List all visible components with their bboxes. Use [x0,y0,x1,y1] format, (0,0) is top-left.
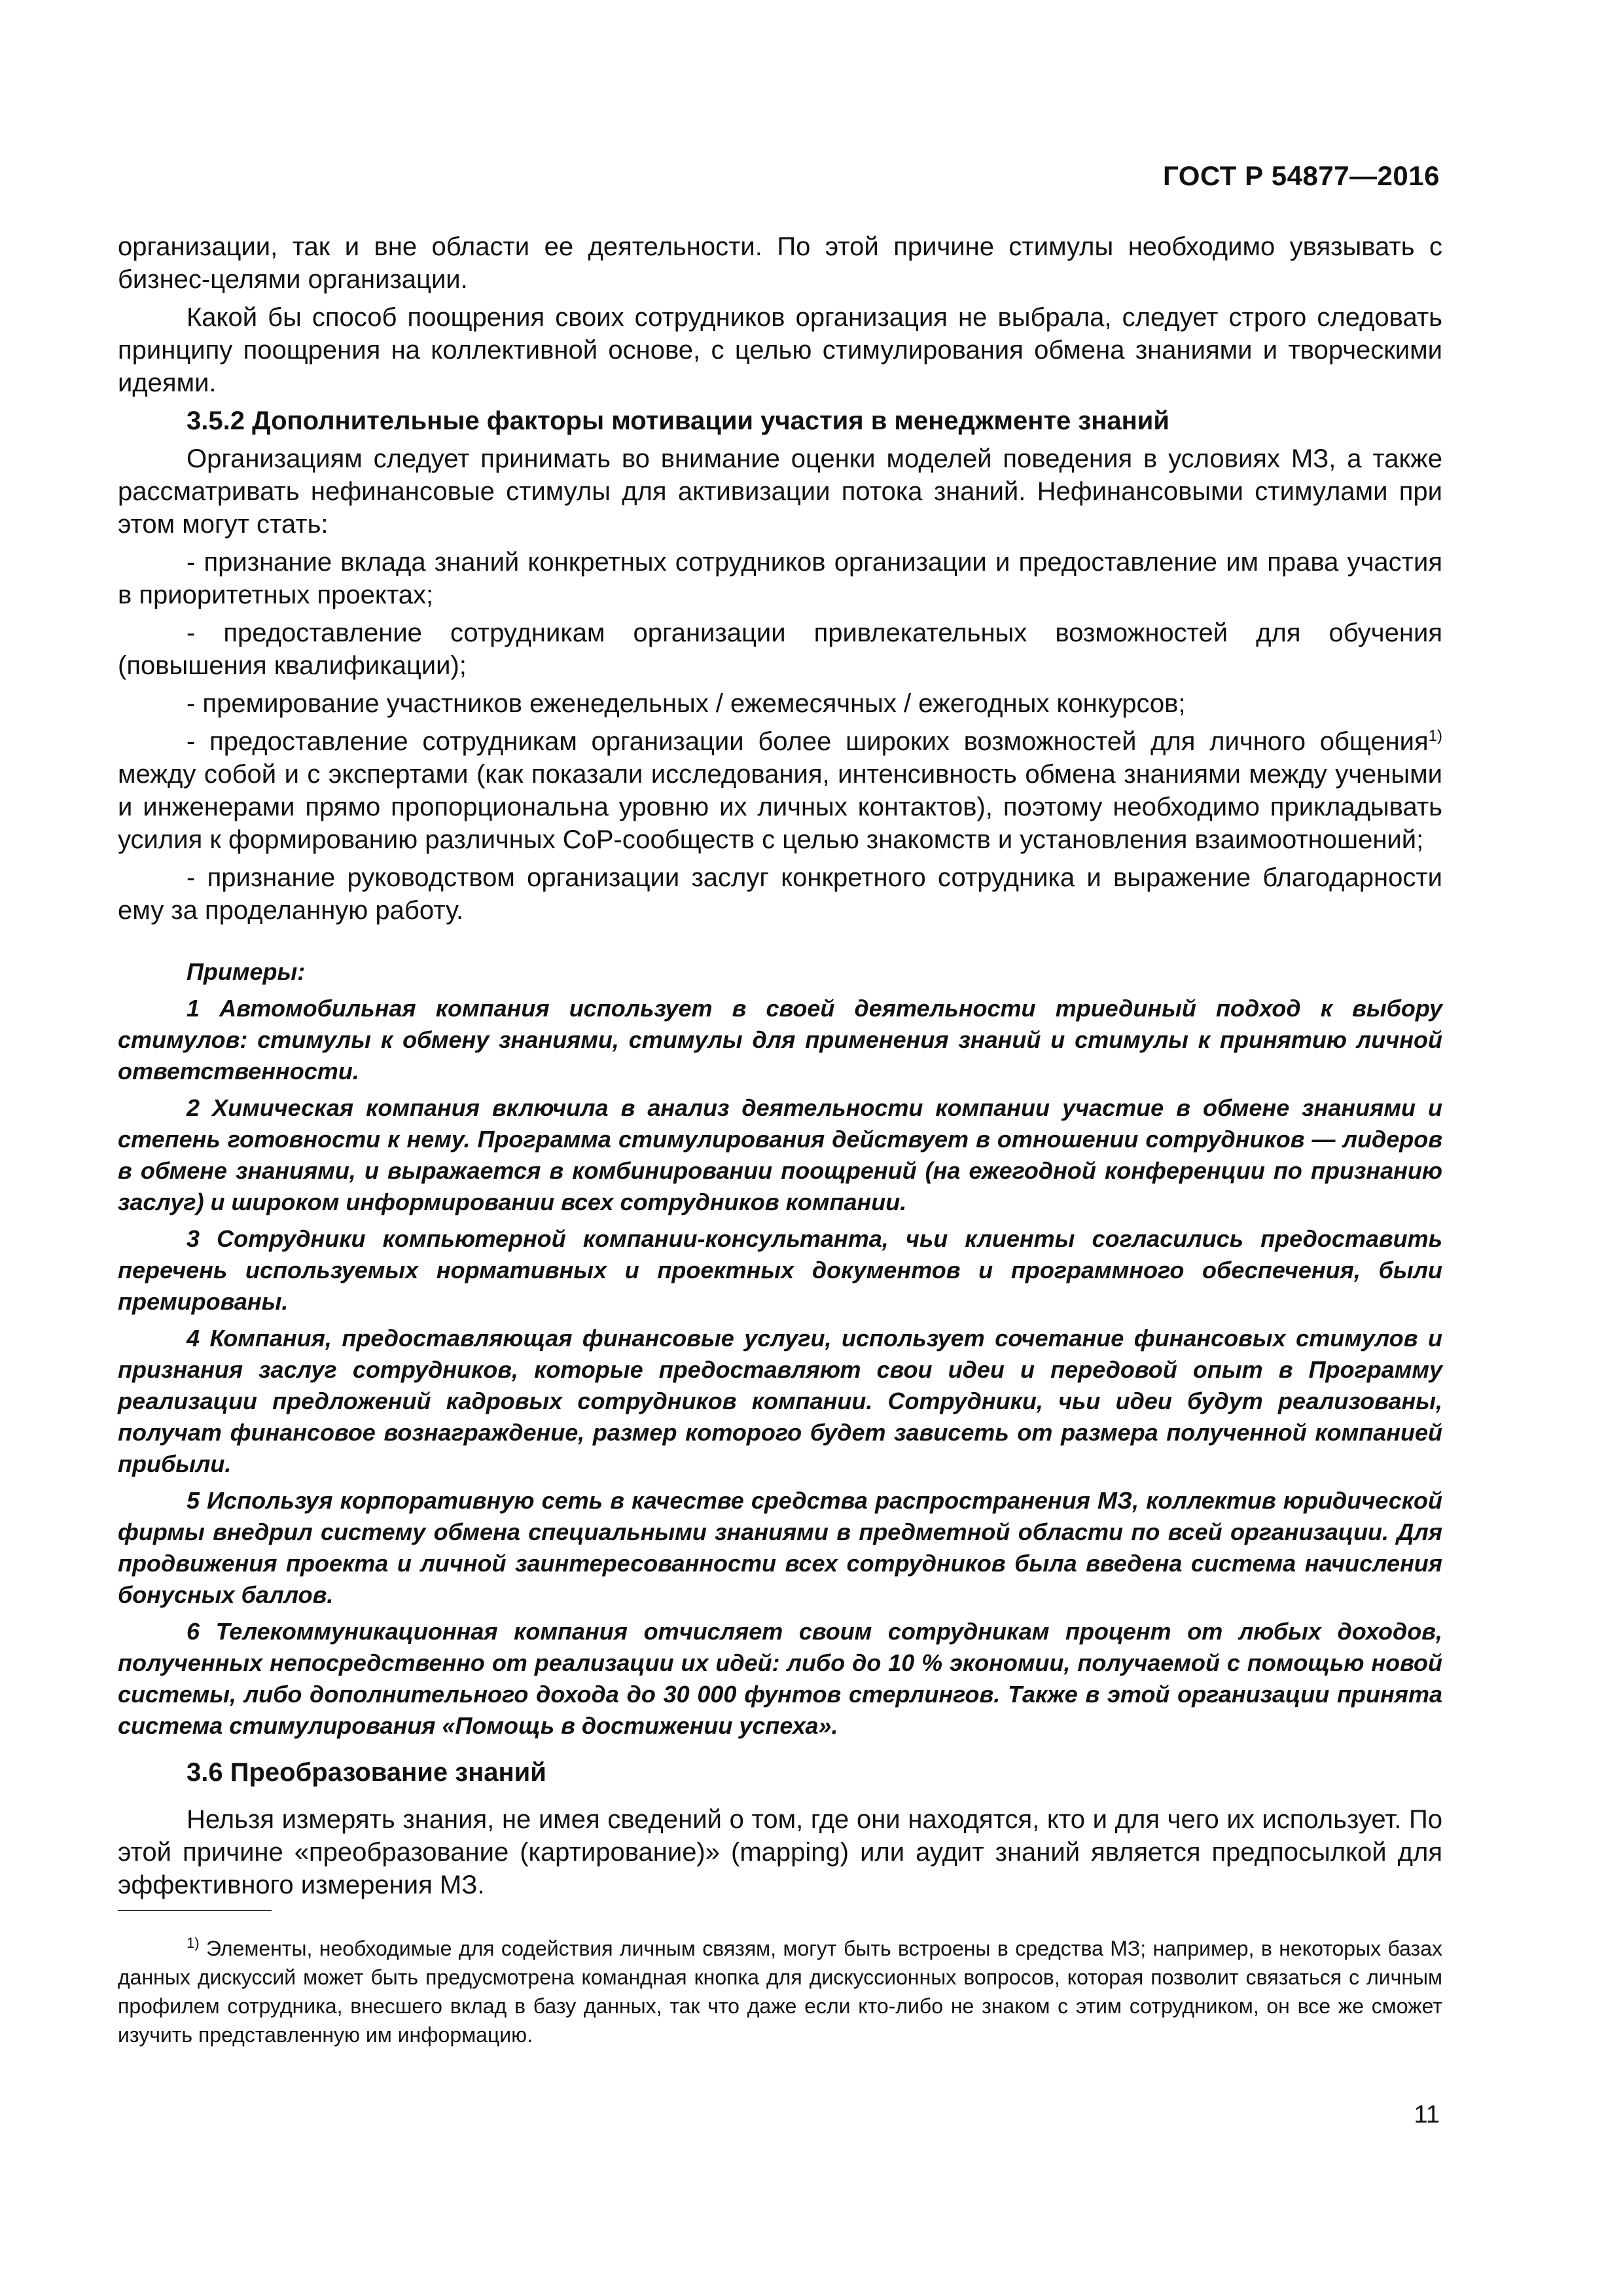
document-header: ГОСТ Р 54877—2016 [1163,160,1440,191]
list-item [118,725,1442,856]
paragraph: организации, так и вне области ее деятельности. По этой причине стимулы необходимо увязывать с бизнес-целями организации. [118,232,1442,294]
footnote [118,1934,1442,2049]
footnote-divider [118,1910,272,1911]
paragraph: Нельзя измерять знания, не имея сведений о том, где они находятся, кто и для чего их использует. По этой причине «преобразование (картирование)» (mapping) или аудит знаний является предпосылкой для эффективного измерения МЗ. [118,1805,1442,1899]
list-item-text: - предоставление сотрудникам организации более широких возможностей для личного общения [187,727,1429,756]
list-item: - премирование участников еженедельных / ежемесячных / ежегодных конкурсов; [187,689,1186,718]
list-item: - предоставление сотрудникам организации привлекательных возможностей для обучения (повышения квалификации); [118,619,1442,680]
example-item: 3 Сотрудники компьютерной компании-консультанта, чьи клиенты согласились предоставить перечень используемых нормативных и проектных документов и программного обеспечения, были премированы. [118,1225,1442,1315]
example-item: 2 Химическая компания включила в анализ деятельности компании участие в обмене знаниями и степень готовности к нему. Программа стимулирования действует в отношении сотрудников — лидеров в обмене знаниями, и выражается в комбинировании поощрений (на ежегодной конференции по признанию заслуг) и широком информировании всех сотрудников компании. [118,1094,1442,1215]
footnote-mark: 1) [187,1935,200,1951]
paragraph: Организациям следует принимать во внимание оценки моделей поведения в условиях МЗ, а также рассматривать нефинансовые стимулы для активизации потока знаний. Нефинансовыми стимулами при этом могут стать: [118,444,1442,539]
section-heading-3-6: 3.6 Преобразование знаний [187,1758,546,1787]
main-content [118,230,1442,1901]
example-item: 6 Телекоммуникационная компания отчисляет своим сотрудникам процент от любых доходов, полученных непосредственно от реализации их идей: либо до 10 % экономии, получаемой с помощью новой системы, либо дополнительного дохода до 30 000 фунтов стерлингов. Также в этой организации принята система стимулирования «Помощь в достижении успеха». [118,1618,1442,1739]
page-number: 11 [1414,2101,1440,2128]
footnote-text: Элементы, необходимые для содействия личным связям, могут быть встроены в средства МЗ; например, в некоторых базах данных дискуссий может быть предусмотрена командная кнопка для дискуссионных вопросов, которая позволит связаться с личным профилем сотрудника, внесшего вклад в базу данных, так что даже если кто-либо не знаком с этим сотрудником, он все же сможет изучить представленную им информацию. [118,1937,1442,2047]
examples-title: Примеры: [187,958,306,985]
example-item: 5 Используя корпоративную сеть в качестве средства распространения МЗ, коллектив юридической фирмы внедрил систему обмена специальными знаниями в предметной области по всей организации. Для продвижения проекта и личной заинтересованности всех сотрудников была введена система начисления бонусных баллов. [118,1487,1442,1608]
example-item: 1 Автомобильная компания использует в своей деятельности триединый подход к выбору стимулов: стимулы к обмену знаниями, стимулы для применения знаний и стимулы к принятию личной ответственности. [118,995,1442,1085]
list-item: - признание руководством организации заслуг конкретного сотрудника и выражение благодарности ему за проделанную работу. [118,863,1442,925]
example-item: 4 Компания, предоставляющая финансовые услуги, использует сочетание финансовых стимулов и признания заслуг сотрудников, которые предоставляют свои идеи и передовой опыт в Программу реализации предложений кадровых сотрудников компании. Сотрудники, чьи идеи будут реализованы, получат финансовое вознаграждение, размер которого будет зависеть от размера полученной компанией прибыли. [118,1325,1442,1477]
list-item-text: между собой и с экспертами (как показали исследования, интенсивность обмена знаниями между учеными и инженерами прямо пропорциональна уровню их личных контактов), поэтому необходимо прикладывать усилия к формированию различных CoP-сообществ с целью знакомств и установления взаимоотношений; [118,760,1442,854]
paragraph: Какой бы способ поощрения своих сотрудников организация не выбрала, следует строго следовать принципу поощрения на коллективной основе, с целью стимулирования обмена знаниями и творческими идеями. [118,303,1442,397]
footnote-reference: 1) [1428,727,1442,745]
section-heading-3-5-2: 3.5.2 Дополнительные факторы мотивации участия в менеджменте знаний [187,406,1169,435]
list-item: - признание вклада знаний конкретных сотрудников организации и предоставление им права участия в приоритетных проектах; [118,548,1442,609]
